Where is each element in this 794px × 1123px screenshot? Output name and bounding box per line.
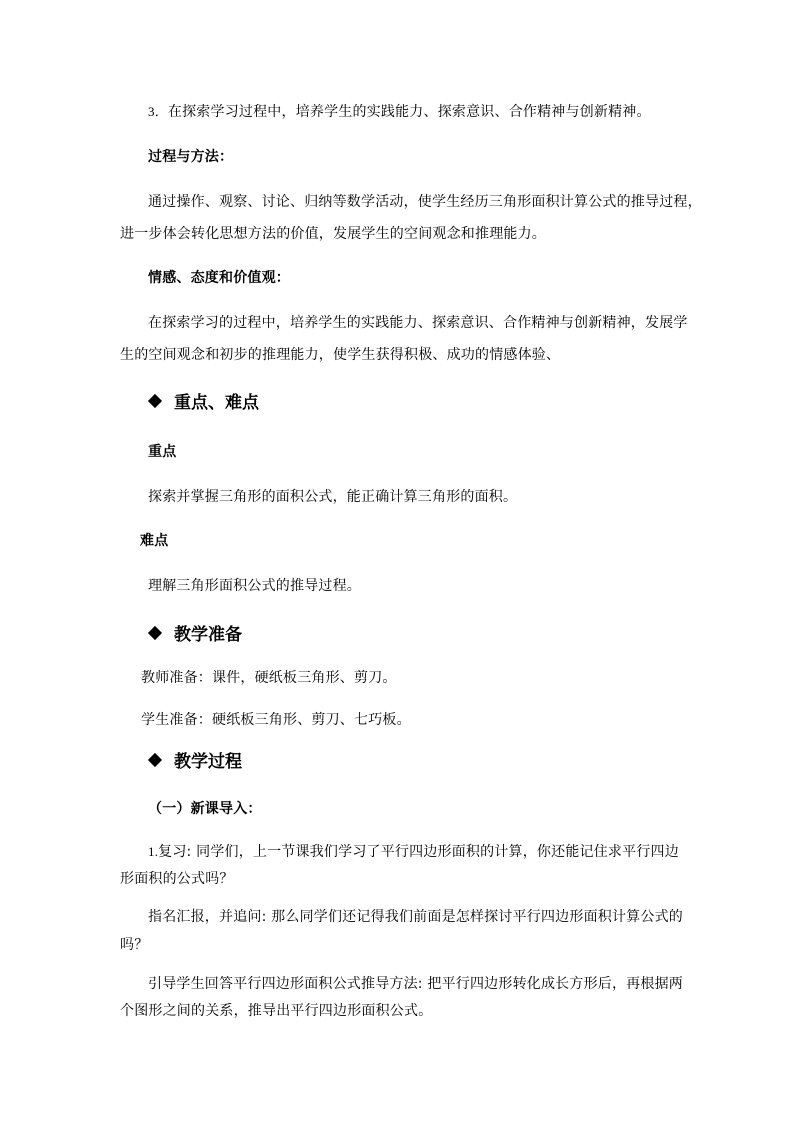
process-title [150, 750, 242, 774]
process-method-line-1: 通过操作、观察、讨论、归纳等数学活动，使学生经历三角形面积计算公式的推导过程， [148, 194, 702, 210]
objective-3 [148, 102, 651, 122]
emotion-line-2: 生的空间观念和初步的推理能力，使学生获得积极、成功的情感体验、 [120, 347, 561, 363]
key-points-title-text: 重点、难点 [174, 393, 259, 413]
key-label: 重点 [148, 444, 177, 460]
emotion-line-1: 在探索学习的过程中，培养学生的实践能力、探索意识、合作精神与创新精神，发展学 [148, 315, 688, 331]
preparation-title [150, 623, 242, 647]
guide-line-2: 个图形之间的关系，推导出平行四边形面积公式。 [120, 1003, 433, 1019]
review-number: 1. [148, 844, 159, 859]
difficult-text: 理解三角形面积公式的推导过程。 [148, 578, 361, 594]
review-line-1 [148, 842, 679, 862]
process-method-heading: 过程与方法： [148, 149, 234, 165]
emotion-heading: 情感、态度和价值观： [148, 270, 290, 286]
guide-line-1: 引导学生回答平行四边形面积公式推导方法: 把平行四边形转化成长方形后，再根据两 [148, 976, 683, 992]
difficult-label: 难点 [140, 533, 169, 549]
objective-3-number: 3． [148, 104, 168, 119]
student-preparation: 学生准备：硬纸板三角形、剪刀、七巧板。 [141, 712, 411, 728]
diamond-bullet-icon [148, 394, 162, 408]
review-line-1-text: 复习: 同学们，上一节课我们学习了平行四边形面积的计算，你还能记住求平行四边 [158, 844, 679, 860]
preparation-title-text: 教学准备 [174, 625, 242, 645]
diamond-bullet-icon [148, 626, 162, 640]
ask-line-1: 指名汇报，并追问: 那么同学们还记得我们前面是怎样探讨平行四边形面积计算公式的 [148, 909, 683, 925]
process-method-line-2: 进一步体会转化思想方法的价值，发展学生的空间观念和推理能力。 [120, 226, 546, 242]
ask-line-2: 吗？ [120, 937, 149, 953]
diamond-bullet-icon [148, 753, 162, 767]
key-text: 探索并掌握三角形的面积公式，能正确计算三角形的面积。 [148, 489, 518, 505]
objective-3-text: 在探索学习过程中，培养学生的实践能力、探索意识、合作精神与创新精神。 [167, 104, 651, 120]
key-points-title [150, 391, 259, 415]
teacher-preparation: 教师准备：课件，硬纸板三角形、剪刀。 [141, 670, 397, 686]
review-line-2: 形面积的公式吗？ [120, 871, 234, 887]
part1-heading: （一）新课导入： [148, 801, 262, 817]
process-title-text: 教学过程 [174, 752, 242, 772]
